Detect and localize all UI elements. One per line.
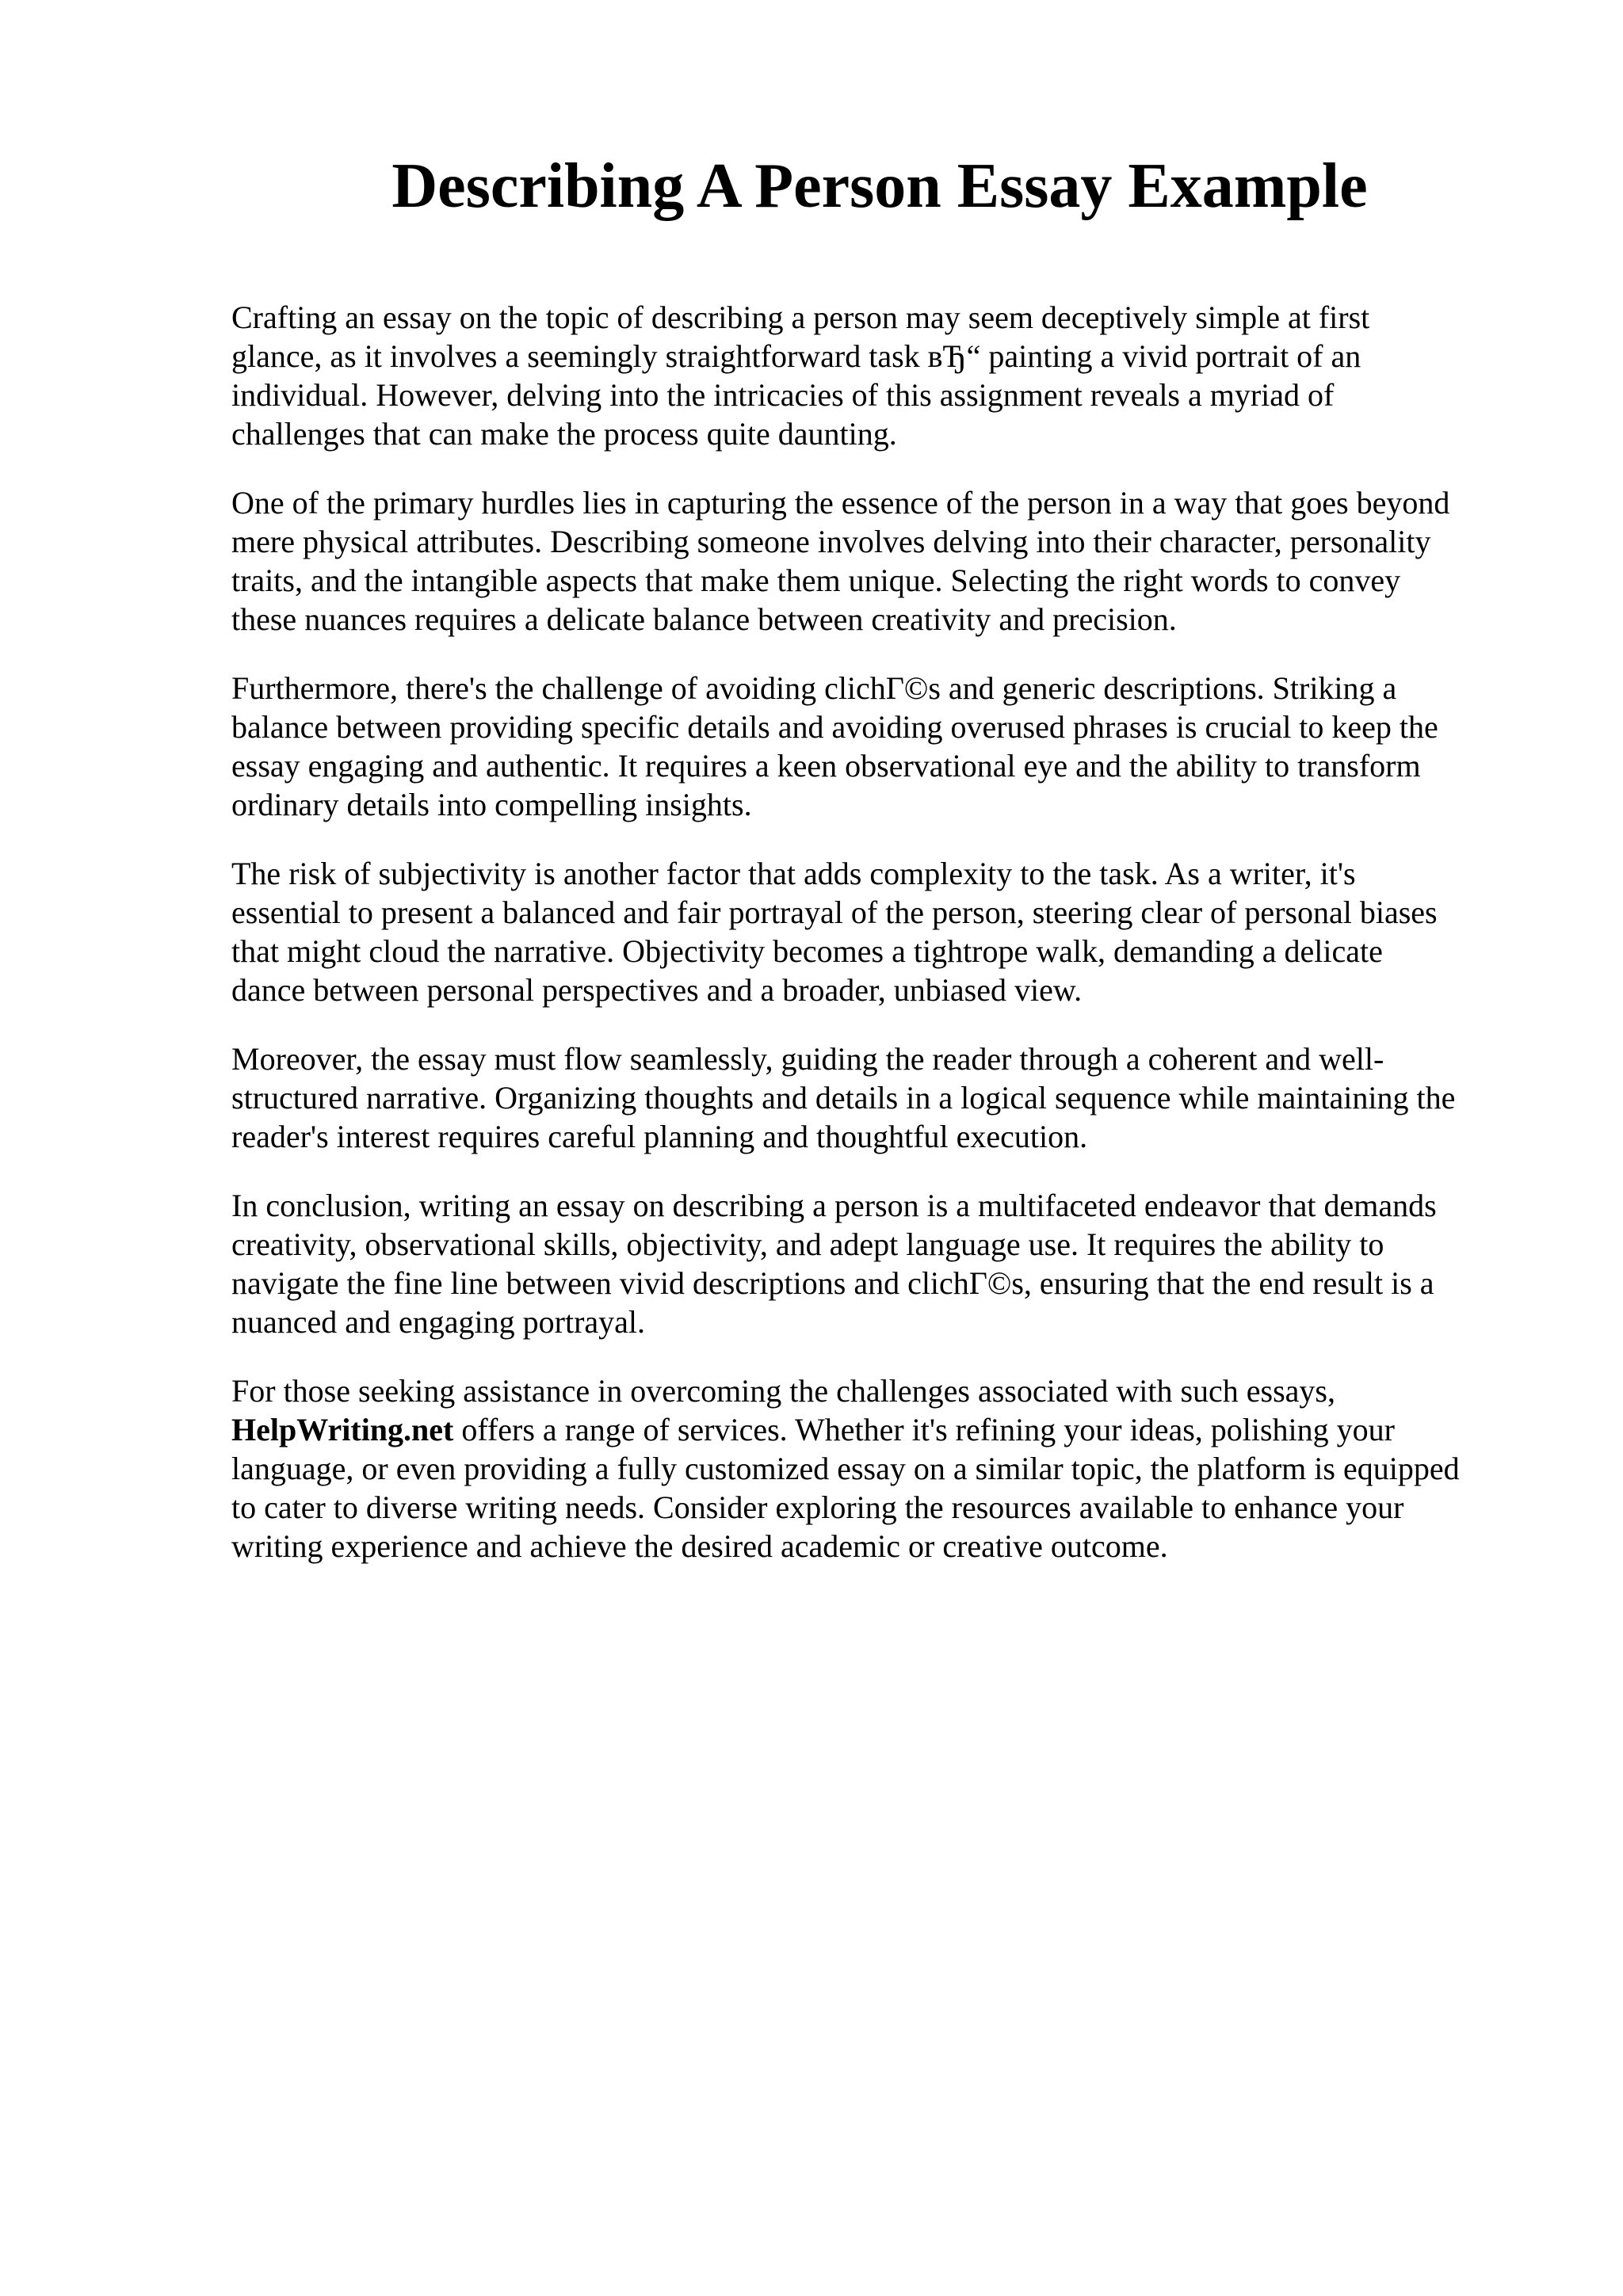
text-line: balance between providing specific details and avoiding overused phrases is crucial to keep the bbox=[231, 709, 1438, 745]
text-line: One of the primary hurdles lies in capturing the essence of the person in a way that goes beyond bbox=[231, 485, 1450, 521]
brand-name: HelpWriting.net bbox=[231, 1412, 454, 1447]
text-line: individual. However, delving into the intricacies of this assignment reveals a myriad of bbox=[231, 377, 1335, 413]
text-line: challenges that can make the process quite daunting. bbox=[231, 416, 897, 452]
paragraph-2 bbox=[231, 483, 1515, 639]
text-line: essential to present a balanced and fair portrayal of the person, steering clear of personal biases bbox=[231, 894, 1438, 930]
text-line: dance between personal perspectives and a broader, unbiased view. bbox=[231, 972, 1083, 1008]
text-line: In conclusion, writing an essay on describing a person is a multifaceted endeavor that demands bbox=[231, 1188, 1437, 1223]
text-line: that might cloud the narrative. Objectivity becomes a tightrope walk, demanding a delicate bbox=[231, 933, 1383, 969]
text-line: glance, as it involves a seemingly straightforward task вЂ“ painting a vivid portrait of an bbox=[231, 338, 1361, 374]
text-line: traits, and the intangible aspects that make them unique. Selecting the right words to convey bbox=[231, 563, 1401, 598]
text-line: navigate the fine line between vivid descriptions and clichГ©s, ensuring that the end result is a bbox=[231, 1265, 1434, 1301]
text-line: nuanced and engaging portrayal. bbox=[231, 1304, 646, 1340]
text-line: ordinary details into compelling insights. bbox=[231, 787, 752, 822]
text-line: these nuances requires a delicate balance between creativity and precision. bbox=[231, 601, 1177, 637]
paragraph-5 bbox=[231, 1039, 1515, 1156]
text-line: For those seeking assistance in overcoming the challenges associated with such essays, bbox=[231, 1373, 1335, 1409]
paragraph-1 bbox=[231, 298, 1515, 453]
text-line: The risk of subjectivity is another factor that adds complexity to the task. As a writer, it's bbox=[231, 856, 1356, 891]
text-line: essay engaging and authentic. It requires a keen observational eye and the ability to transform bbox=[231, 748, 1421, 784]
text-line: language, or even providing a fully customized essay on a similar topic, the platform is equipped bbox=[231, 1451, 1460, 1486]
text-line: writing experience and achieve the desired academic or creative outcome. bbox=[231, 1528, 1168, 1564]
paragraph-3 bbox=[231, 669, 1515, 824]
text-line: mere physical attributes. Describing someone involves delving into their character, personality bbox=[231, 524, 1431, 559]
text-line bbox=[231, 1410, 1515, 1449]
text-line: Moreover, the essay must flow seamlessly, guiding the reader through a coherent and well- bbox=[231, 1041, 1384, 1077]
text-line: creativity, observational skills, objectivity, and adept language use. It requires the ability to bbox=[231, 1226, 1384, 1262]
text-line: to cater to diverse writing needs. Consider exploring the resources available to enhance your bbox=[231, 1489, 1404, 1525]
essay-body bbox=[231, 298, 1515, 1596]
text-segment: offers a range of services. Whether it's refining your ideas, polishing your bbox=[453, 1412, 1395, 1447]
text-line: reader's interest requires careful planning and thoughtful execution. bbox=[231, 1119, 1088, 1154]
document-title: Describing A Person Essay Example bbox=[391, 151, 1368, 221]
paragraph-closing bbox=[231, 1371, 1515, 1566]
text-line: Furthermore, there's the challenge of avoiding clichГ©s and generic descriptions. Striking a bbox=[231, 670, 1397, 706]
text-line: structured narrative. Organizing thoughts and details in a logical sequence while maintaining the bbox=[231, 1080, 1456, 1116]
paragraph-6 bbox=[231, 1186, 1515, 1341]
paragraph-4 bbox=[231, 854, 1515, 1009]
text-line: Crafting an essay on the topic of describing a person may seem deceptively simple at first bbox=[231, 299, 1370, 335]
